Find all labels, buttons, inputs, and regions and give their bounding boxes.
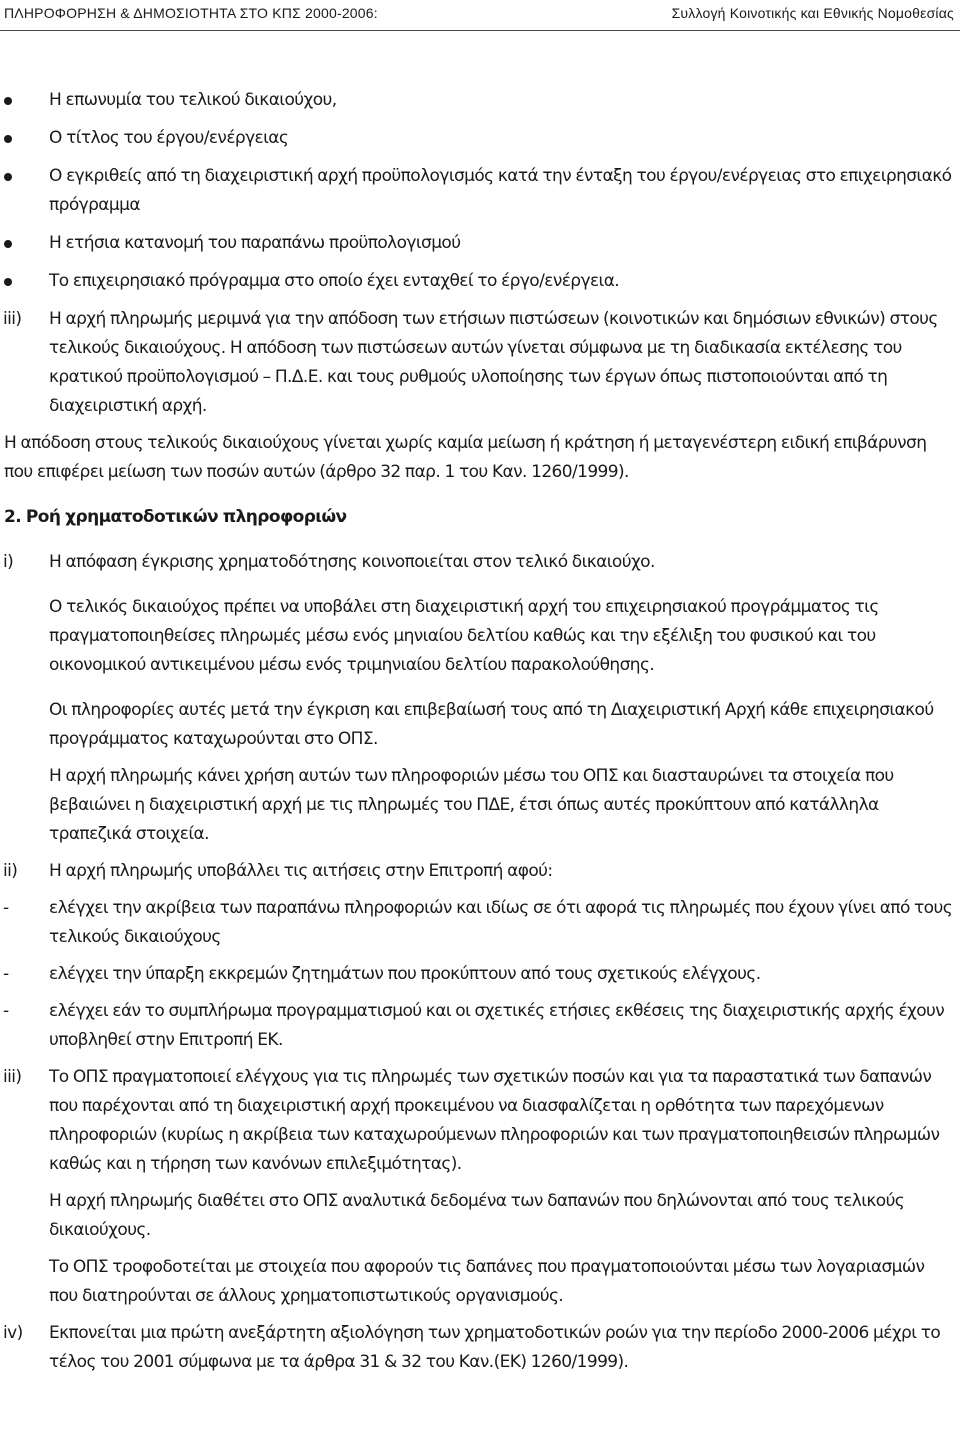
bullet-text: Ο εγκριθείς από τη διαχειριστική αρχή προϋπολογισμός κατά την ένταξη του έργου/ενέργειας στο επιχειρησιακό πρόγραμμα: [49, 166, 952, 215]
dash-item: [0, 997, 960, 1055]
list-marker: iii): [3, 309, 22, 329]
list-item-text: Η αρχή πληρωμής μεριμνά για την απόδοση των ετήσιων πιστώσεων (κοινοτικών και δημόσιων εθνικών) στους τελικούς δικαιούχους. Η απόδοση των πιστώσεων αυτών γίνεται σύμφωνα με τη διαδικασία εκτέλεσης του κρατικού προϋπολογισμού – Π.Δ.Ε. και τους ρυθμούς υλοποίησης των έργων όπως πιστοποιούνται από τη διαχειριστική αρχή.: [49, 309, 938, 416]
dash-marker: -: [3, 1001, 9, 1021]
paragraph-ops-registration: Οι πληροφορίες αυτές μετά την έγκριση και επιβεβαίωσή τους από τη Διαχειριστική Αρχή κάθε επιχειρησιακού προγράμματος καταχωρούνται στο ΟΠΣ.: [49, 700, 934, 749]
list-marker: i): [3, 552, 14, 572]
dash-item: [0, 894, 960, 952]
list-item-text: Το ΟΠΣ πραγματοποιεί ελέγχους για τις πληρωμές των σχετικών ποσών και για τα παραστατικά των δαπανών που παρέχονται από τη διαχειριστική αρχή προκειμένου να διασφαλίζεται η ορθότητα των παρεχόμενων πληροφοριών (κυρίως η ακρίβεια των καταχωρούμενων πληροφοριών και των πραγματοποιηθεισών πληρωμών καθώς και η τήρηση των κανόνων επιλεξιμότητας).: [49, 1067, 940, 1174]
header-collection: Συλλογή Κοινοτικής και Εθνικής Νομοθεσίας: [671, 5, 954, 21]
bullet-list: [0, 86, 960, 296]
list-item-text: Εκπονείται μια πρώτη ανεξάρτητη αξιολόγηση των χρηματοδοτικών ροών για την περίοδο 2000-2006 μέχρι το τέλος του 2001 σύμφωνα με τα άρθρα 31 & 32 του Καν.(ΕΚ) 1260/1999).: [49, 1323, 941, 1372]
list-item-iii-payment: [0, 305, 960, 421]
bullet-item: [0, 86, 960, 115]
bullet-text: Η ετήσια κατανομή του παραπάνω προϋπολογισμού: [49, 233, 461, 253]
list-item-iv: [0, 1319, 960, 1377]
bullet-icon: [4, 173, 12, 181]
page-header: [0, 0, 960, 31]
bullet-icon: [4, 278, 12, 286]
document-body: [0, 86, 960, 1377]
paragraph-analytic-data: Η αρχή πληρωμής διαθέτει στο ΟΠΣ αναλυτικά δεδομένα των δαπανών που δηλώνονται από τους τελικούς δικαιούχους.: [49, 1191, 905, 1240]
dash-list: [0, 894, 960, 1055]
list-item-text: Η αρχή πληρωμής υποβάλλει τις αιτήσεις στην Επιτροπή αφού:: [49, 861, 553, 881]
dash-text: ελέγχει εάν το συμπλήρωμα προγραμματισμού και οι σχετικές ετήσιες εκθέσεις της διαχειριστικής αρχής έχουν υποβληθεί στην Επιτροπή ΕΚ.: [49, 1001, 945, 1050]
paragraph-ops-feed: Το ΟΠΣ τροφοδοτείται με στοιχεία που αφορούν τις δαπάνες που πραγματοποιούνται μέσω των λογαριασμών που διατηρούνται σε άλλους χρηματοπιστωτικούς οργανισμούς.: [49, 1257, 925, 1306]
header-title: ΠΛΗΡΟΦΟΡΗΣΗ & ΔΗΜΟΣΙΟΤΗΤΑ ΣΤΟ ΚΠΣ 2000-2006:: [4, 5, 378, 21]
dash-item: [0, 960, 960, 989]
bullet-text: Ο τίτλος του έργου/ενέργειας: [49, 128, 289, 148]
list-marker: iii): [3, 1067, 22, 1087]
section-heading: 2. Ροή χρηματοδοτικών πληροφοριών: [4, 507, 347, 527]
bullet-icon: [4, 135, 12, 143]
bullet-icon: [4, 97, 12, 105]
bullet-item: [0, 162, 960, 220]
paragraph-payment-authority: Η αρχή πληρωμής κάνει χρήση αυτών των πληροφοριών μέσω του ΟΠΣ και διασταυρώνει τα στοιχεία που βεβαιώνει η διαχειριστική αρχή με τις πληρωμές του ΠΔΕ, έτσι όπως αυτές προκύπτουν από κατάλληλα τραπεζικά στοιχεία.: [49, 766, 894, 844]
list-marker: iv): [3, 1323, 23, 1343]
list-item-ii: [0, 857, 960, 886]
dash-text: ελέγχει την ακρίβεια των παραπάνω πληροφοριών και ιδίως σε ότι αφορά τις πληρωμές που έχουν γίνει από τους τελικούς δικαιούχους: [49, 898, 953, 947]
dash-marker: -: [3, 964, 9, 984]
bullet-icon: [4, 240, 12, 248]
bullet-item: [0, 124, 960, 153]
list-item-text: Η απόφαση έγκρισης χρηματοδότησης κοινοποιείται στον τελικό δικαιούχο.: [49, 552, 655, 572]
list-item-i: [0, 548, 960, 577]
list-item-iii-ops: [0, 1063, 960, 1179]
bullet-item: [0, 267, 960, 296]
list-marker: ii): [3, 861, 18, 881]
bullet-item: [0, 229, 960, 258]
paragraph-apodosi: Η απόδοση στους τελικούς δικαιούχους γίνεται χωρίς καμία μείωση ή κράτηση ή μεταγενέστερη ειδική επιβάρυνση που επιφέρει μείωση των ποσών αυτών (άρθρο 32 παρ. 1 του Καν. 1260/1999).: [4, 433, 927, 482]
bullet-text: Το επιχειρησιακό πρόγραμμα στο οποίο έχει ενταχθεί το έργο/ενέργεια.: [49, 271, 620, 291]
bullet-text: Η επωνυμία του τελικού δικαιούχου,: [49, 90, 337, 110]
dash-marker: -: [3, 898, 9, 918]
dash-text: ελέγχει την ύπαρξη εκκρεμών ζητημάτων που προκύπτουν από τους σχετικούς ελέγχους.: [49, 964, 761, 984]
paragraph-monthly-report: Ο τελικός δικαιούχος πρέπει να υποβάλει στη διαχειριστική αρχή του επιχειρησιακού προγράμματος τις πραγματοποιηθείσες πληρωμές μέσω ενός μηνιαίου δελτίου καθώς και την εξέλιξη του φυσικού και του οικονομικού αντικειμένου μέσω ενός τριμηνιαίου δελτίου παρακολούθησης.: [49, 597, 879, 675]
